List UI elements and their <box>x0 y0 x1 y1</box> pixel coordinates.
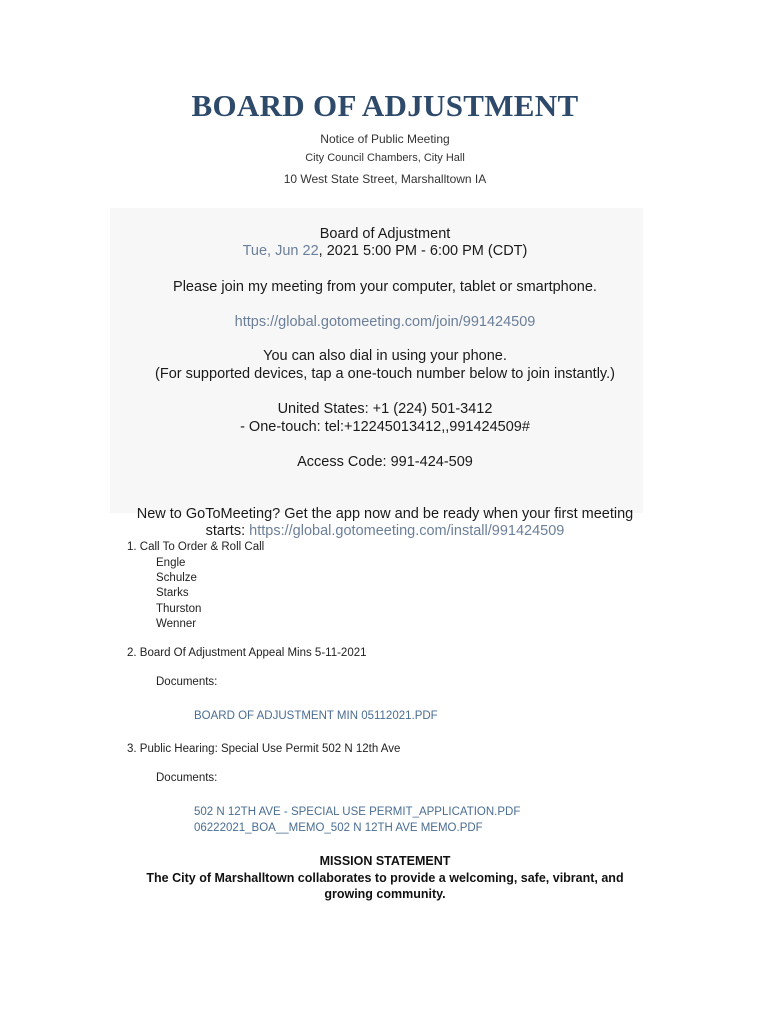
starts-label: starts: <box>205 523 250 539</box>
one-touch-number: - One-touch: tel:+12245013412,,991424509# <box>240 419 530 435</box>
meeting-date <box>0 243 770 259</box>
roll-name: Engle <box>156 557 186 569</box>
mission-heading: MISSION STATEMENT <box>319 854 451 868</box>
documents-label: Documents: <box>156 676 218 688</box>
meeting-time: , 2021 5:00 PM - 6:00 PM (CDT) <box>318 243 528 259</box>
join-url-link[interactable]: https://global.gotomeeting.com/join/991424509 <box>234 314 536 330</box>
join-text: Please join my meeting from your computer, tablet or smartphone. <box>173 279 597 295</box>
document-link[interactable]: BOARD OF ADJUSTMENT MIN 05112021.PDF <box>194 710 438 722</box>
document-link[interactable]: 06222021_BOA__MEMO_502 N 12TH AVE MEMO.PDF <box>194 822 483 834</box>
meeting-date-link[interactable]: Tue, Jun 22 <box>242 243 319 259</box>
dial-text: You can also dial in using your phone. <box>263 348 507 364</box>
roll-name: Starks <box>156 587 189 599</box>
location-line: City Council Chambers, City Hall <box>305 152 465 164</box>
roll-name: Thurston <box>156 603 202 615</box>
access-code: Access Code: 991-424-509 <box>297 454 473 470</box>
document-link[interactable]: 502 N 12TH AVE - SPECIAL USE PERMIT_APPLICATION.PDF <box>194 806 521 818</box>
install-url-link[interactable]: https://global.gotomeeting.com/install/991424509 <box>249 523 565 539</box>
agenda-item-3: 3. Public Hearing: Special Use Permit 502 N 12th Ave <box>127 743 401 755</box>
documents-label: Documents: <box>156 772 218 784</box>
notice-line: Notice of Public Meeting <box>320 132 450 146</box>
phone-number: United States: +1 (224) 501-3412 <box>277 401 493 417</box>
meeting-name: Board of Adjustment <box>319 226 451 242</box>
address-line: 10 West State Street, Marshalltown IA <box>283 172 487 186</box>
roll-name: Schulze <box>156 572 197 584</box>
agenda-item-2: 2. Board Of Adjustment Appeal Mins 5-11-2021 <box>127 647 367 659</box>
install-line <box>0 523 770 539</box>
mission-line-2: growing community. <box>324 887 446 901</box>
dial-note: (For supported devices, tap a one-touch number below to join instantly.) <box>155 366 615 382</box>
page-title: BOARD OF ADJUSTMENT <box>191 88 579 123</box>
roll-name: Wenner <box>156 618 197 630</box>
mission-line-1: The City of Marshalltown collaborates to provide a welcoming, safe, vibrant, and <box>146 871 624 885</box>
agenda-item-1: 1. Call To Order & Roll Call <box>127 541 265 553</box>
new-to-gotomeeting: New to GoToMeeting? Get the app now and be ready when your first meeting <box>136 506 634 522</box>
